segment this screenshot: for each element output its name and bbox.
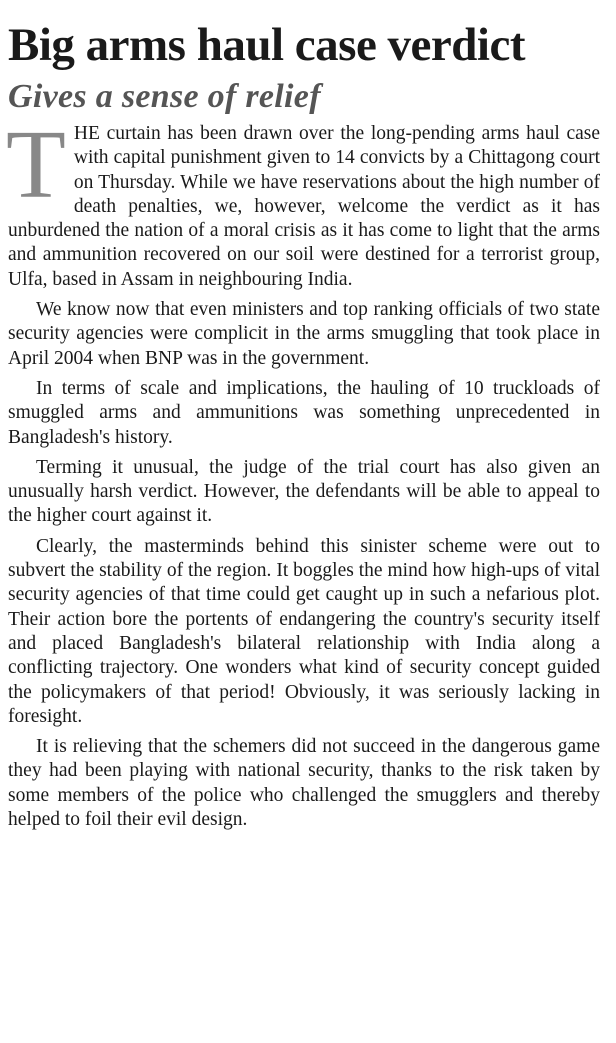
editorial-article [8, 20, 600, 838]
headline: Big arms haul case verdict [8, 19, 525, 71]
drop-cap: T [6, 111, 66, 219]
article-body [6, 111, 600, 832]
paragraph-3: In terms of scale and implications, the hauling of 10 truckloads of smuggled arms and ammunitions was something unprecedented in Bangladesh's history. [8, 377, 600, 448]
paragraph-6: It is relieving that the schemers did not succeed in the dangerous game they had been playing with national security, thanks to the risk taken by some members of the police who challenged the smugglers and thereby helped to foil their evil design. [8, 736, 600, 831]
paragraph-4: Terming it unusual, the judge of the trial court has also given an unusually harsh verdict. However, the defendants will be able to appeal to the higher court against it. [8, 456, 600, 527]
paragraph-1 [6, 111, 600, 292]
paragraph-5: Clearly, the masterminds behind this sinister scheme were out to subvert the stability of the region. It boggles the mind how high-ups of vital security agencies of that time could get caught up in such a nefarious plot. Their action bore the portents of endangering the country's security itself and placed Bangladesh's bilateral relationship with India along a conflicting trajectory. One wonders what kind of security concept guided the policymakers of that period! Obviously, it was seriously lacking in foresight. [8, 535, 600, 727]
paragraph-1-text: HE curtain has been drawn over the long-pending arms haul case with capital punishment given to 14 convicts by a Chittagong court on Thursday. While we have reservations about the high number of death penalties, we, however, welcome the verdict as it has unburdened the nation of a moral crisis as it has come to light that the arms and ammunition recovered on our soil were destined for a terrorist group, Ulfa, based in Assam in neighbouring India. [8, 123, 600, 290]
paragraph-2: We know now that even ministers and top ranking officials of two state security agencies were complicit in the arms smuggling that took place in April 2004 when BNP was in the government. [8, 299, 600, 369]
subheadline: Gives a sense of relief [8, 78, 321, 115]
